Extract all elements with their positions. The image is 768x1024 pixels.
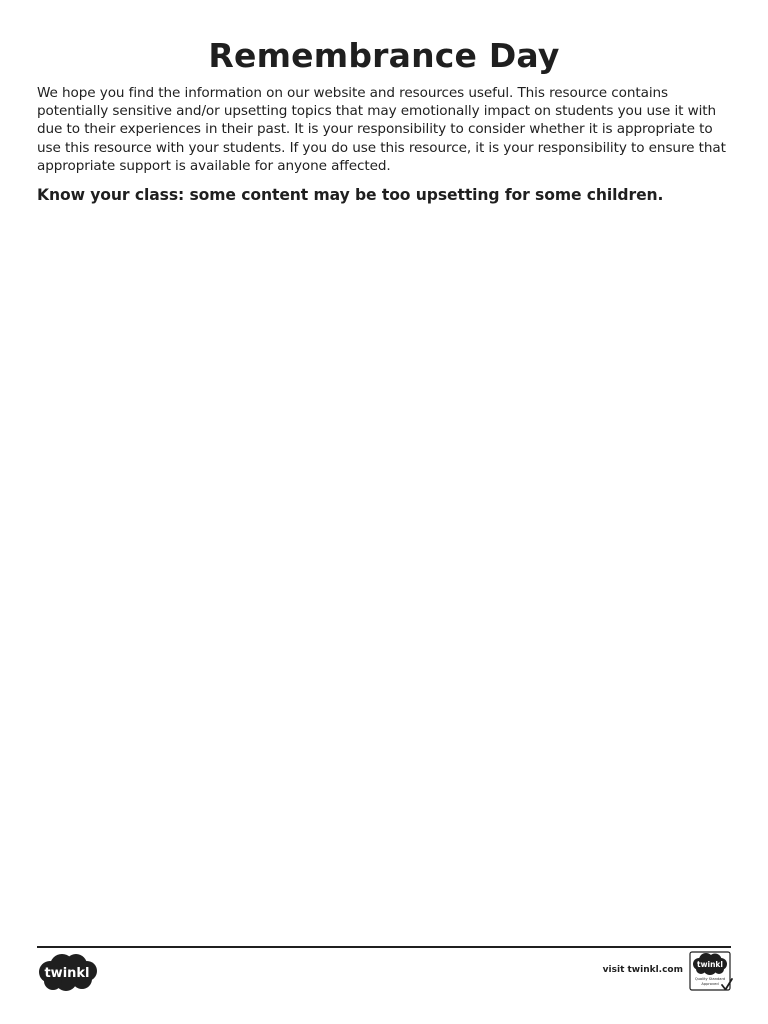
visit-link[interactable]: visit twinkl.com (602, 965, 683, 975)
content-warning: Know your class: some content may be too upsetting for some children. (37, 186, 664, 204)
badge-caption-line1: Quality Standard (694, 977, 726, 981)
quality-standard-badge (688, 951, 734, 993)
intro-paragraph: We hope you find the information on our website and resources useful. This resource contains potentially sensitive and/or upsetting topics that may emotionally impact on students you use it with due to their experiences in their past. It is your responsibility to consider whether it is appropriate to use this resource with your students. If you do use this resource, it is your responsibility to ensure that appropriate support is available for anyone affected. (37, 85, 726, 174)
footer-divider (37, 946, 731, 948)
page-title: Remembrance Day (208, 36, 560, 75)
badge-wordmark: twinkl (697, 960, 723, 969)
badge-caption-line2: Approved (701, 982, 719, 986)
twinkl-logo[interactable] (36, 952, 98, 992)
logo-wordmark: twinkl (44, 966, 90, 981)
